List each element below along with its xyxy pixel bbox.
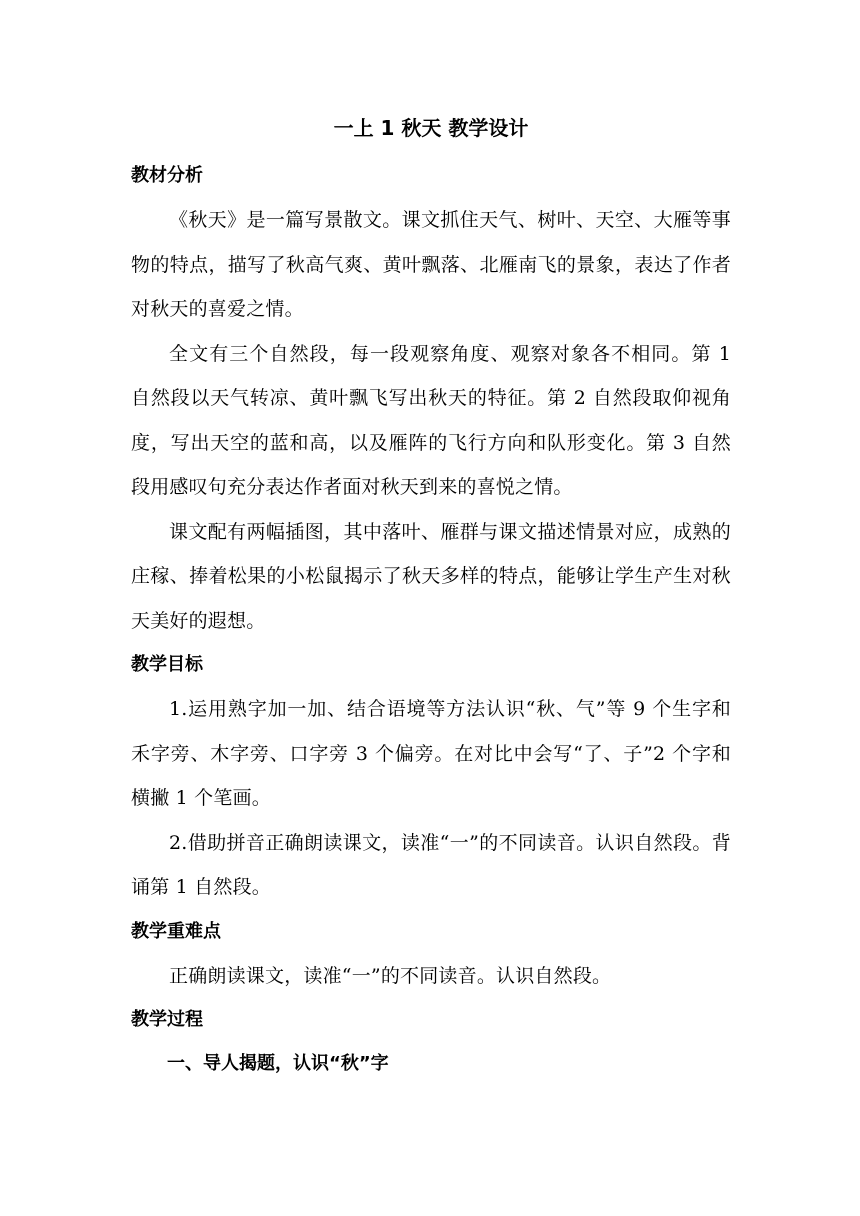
- analysis-paragraph-3: 课文配有两幅插图，其中落叶、雁群与课文描述情景对应，成熟的庄稼、捧着松果的小松鼠揭示了秋天多样的特点，能够让学生产生对秋天美好的遐想。: [131, 520, 731, 632]
- goals-paragraph-1: 1.运用熟字加一加、结合语境等方法认识“秋、气”等 9 个生字和禾字旁、木字旁、口字旁 3 个偏旁。在对比中会写“了、子”2 个字和横撇 1 个笔画。: [131, 698, 731, 809]
- document-title: 一上 1 秋天 教学设计: [333, 116, 529, 140]
- process-subheading-1: 一、导人揭题，认识“秋”字: [167, 1053, 389, 1074]
- section-heading-key-points: 教学重难点: [131, 920, 221, 942]
- document-page: [131, 110, 731, 1086]
- analysis-paragraph-2: 全文有三个自然段，每一段观察角度、观察对象各不相同。第 1 自然段以天气转凉、黄叶飘飞写出秋天的特征。第 2 自然段取仰视角度，写出天空的蓝和高，以及雁阵的飞行方向和队形变化。第 3 自然段用感叹句充分表达作者面对秋天到来的喜悦之情。: [131, 342, 731, 498]
- goals-paragraph-2: 2.借助拼音正确朗读课文，读准“一”的不同读音。认识自然段。背诵第 1 自然段。: [131, 831, 731, 898]
- key-points-paragraph-1: 正确朗读课文，读准“一”的不同读音。认识自然段。: [169, 964, 612, 987]
- section-heading-process: 教学过程: [131, 1009, 203, 1030]
- analysis-paragraph-1: 《秋天》是一篇写景散文。课文抓住天气、树叶、天空、大雁等事物的特点，描写了秋高气爽、黄叶飘落、北雁南飞的景象，表达了作者对秋天的喜爱之情。: [131, 209, 731, 320]
- section-heading-analysis: 教材分析: [131, 165, 203, 186]
- section-heading-goals: 教学目标: [131, 654, 203, 675]
